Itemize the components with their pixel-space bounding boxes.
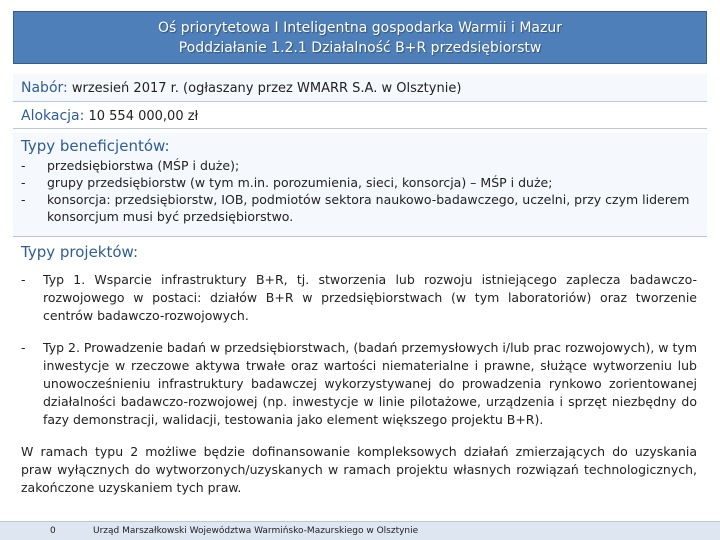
projekty-title: Typy projektów: bbox=[21, 243, 139, 261]
nabor-row bbox=[13, 74, 707, 102]
alokacja-value: 10 554 000,00 zł bbox=[84, 109, 199, 124]
page-number: 0 bbox=[50, 526, 56, 536]
header-title-line1: Oś priorytetowa I Inteligentna gospodarka Warmii i Mazur bbox=[158, 20, 562, 36]
list-item-text: przedsiębiorstwa (MŚP i duże); bbox=[47, 158, 240, 173]
beneficjenci-section bbox=[13, 133, 707, 237]
slide-header bbox=[13, 11, 707, 64]
list-dash: - bbox=[21, 192, 26, 207]
nabor-value: wrzesień 2017 r. (ogłaszany przez WMARR S.A. w Olsztynie) bbox=[67, 81, 462, 96]
alokacja-label: Alokacja: bbox=[21, 108, 85, 124]
list-item-text: Typ 2. Prowadzenie badań w przedsiębiorstwach, (badań przemysłowych i/lub prac rozwojowych), w tym inwestycje w rzeczowe aktywa trwałe oraz wartości niematerialne i prawne, służące wytworzeniu lub unowocześnieniu infrastruktury badawczej wykorzystywanej do prowadzenia rynkowo zorientowanej działalności badawczo-rozwojowej (np. inwestycje w linie pilotażowe, urządzenia i sprzęt niezbędny do fazy demonstracji, walidacji, testowania jako element większego projektu B+R). bbox=[43, 340, 697, 427]
list-item-text: grupy przedsiębiorstw (w tym m.in. porozumienia, sieci, konsorcja) – MŚP i duże; bbox=[47, 175, 553, 190]
list-item bbox=[21, 191, 707, 225]
list-item bbox=[21, 271, 697, 325]
projekty-paragraph: W ramach typu 2 możliwe będzie dofinansowanie kompleksowych działań zmierzających do uzyskania praw wyłącznych do wytworzonych/uzyskanych w ramach projektu własnych rozwiązań technologicznych, zakończone uzyskaniem tych praw. bbox=[21, 444, 697, 495]
list-dash: - bbox=[21, 175, 26, 190]
list-item bbox=[21, 339, 697, 429]
footer-institution: Urząd Marszałkowski Województwa Warmińsko-Mazurskiego w Olsztynie bbox=[93, 526, 419, 536]
list-item bbox=[21, 157, 707, 174]
list-dash: - bbox=[21, 272, 26, 287]
list-dash: - bbox=[21, 340, 26, 355]
beneficjenci-list bbox=[21, 157, 707, 225]
slide-footer bbox=[0, 521, 720, 540]
list-dash: - bbox=[21, 158, 26, 173]
projekty-list bbox=[21, 271, 697, 429]
list-item bbox=[21, 174, 707, 191]
beneficjenci-title: Typy beneficjentów: bbox=[21, 137, 170, 155]
nabor-label: Nabór: bbox=[21, 80, 68, 96]
alokacja-row bbox=[13, 103, 707, 129]
list-item-text: Typ 1. Wsparcie infrastruktury B+R, tj. stworzenia lub rozwoju istniejącego zaplecza badawczo-rozwojowego w postaci: działów B+R w przedsiębiorstwach (w tym laboratoriów) oraz tworzenie centrów badawczo-rozwojowych. bbox=[43, 272, 697, 323]
projekty-section bbox=[13, 239, 707, 519]
header-title-line2: Poddziałanie 1.2.1 Działalność B+R przedsiębiorstw bbox=[178, 40, 542, 56]
list-item-text: konsorcja: przedsiębiorstw, IOB, podmiotów sektora naukowo-badawczego, uczelni, przy czym liderem konsorcjum musi być przedsiębiorstwo. bbox=[47, 192, 690, 224]
